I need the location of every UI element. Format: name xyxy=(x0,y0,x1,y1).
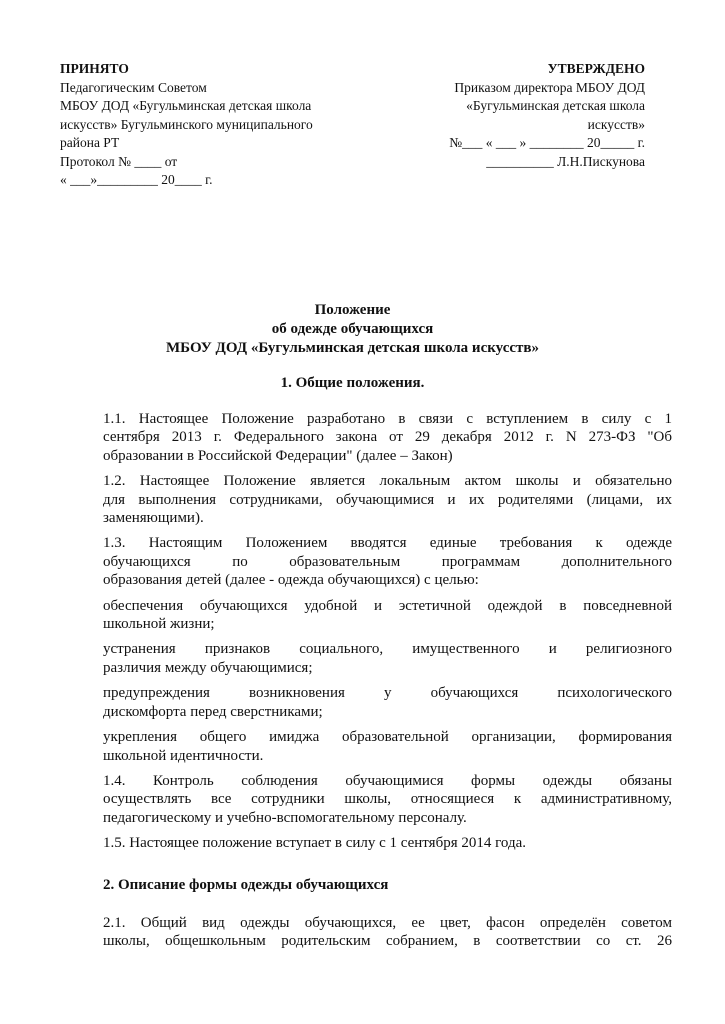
text-line: укрепления общего имиджа образовательной организации, формирования xyxy=(103,729,672,746)
goal-item xyxy=(103,640,672,677)
section-1-heading: 1. Общие положения. xyxy=(280,375,425,391)
text-line: 1.2. Настоящее Положение является локальным актом школы и обязательно xyxy=(103,473,672,490)
text-line: обеспечения обучающихся удобной и эстетичной одеждой в повседневной xyxy=(103,597,672,614)
accepted-line: Педагогическим Советом xyxy=(60,79,207,95)
title-line: Положение xyxy=(314,302,391,318)
accepted-line: МБОУ ДОД «Бугульминская детская школа xyxy=(60,98,312,113)
approved-title: УТВЕРЖДЕНО xyxy=(547,61,645,76)
document-title xyxy=(60,301,645,358)
section-1-body xyxy=(103,410,672,860)
approved-line: искусств» xyxy=(587,116,645,132)
text-line: школьной жизни; xyxy=(103,616,215,633)
text-line: образования детей (далее - одежда обучающихся) с целью: xyxy=(103,572,479,589)
goal-item xyxy=(103,684,672,721)
paragraph-1-2 xyxy=(103,472,672,527)
approved-line: «Бугульминская детская школа xyxy=(466,98,645,113)
accepted-line: « ___»_________ 20____ г. xyxy=(60,172,213,187)
title-line: МБОУ ДОД «Бугульминская детская школа искусств» xyxy=(165,340,539,356)
section-2-heading: 2. Описание формы одежды обучающихся xyxy=(103,877,389,893)
paragraph-1-1 xyxy=(103,410,672,465)
goal-item xyxy=(103,728,672,765)
text-line: для выполнения сотрудниками, обучающимися и их родителями (лицами, их xyxy=(103,491,672,508)
accepted-title: ПРИНЯТО xyxy=(60,61,129,76)
title-line: об одежде обучающихся xyxy=(271,321,434,337)
text-line: различия между обучающимися; xyxy=(103,659,313,676)
accepted-line: Протокол № ____ от xyxy=(60,153,178,169)
approved-line: Приказом директора МБОУ ДОД xyxy=(454,79,645,95)
text-line: школы, общешкольным родительским собранием, в соответствии со ст. 26 xyxy=(103,933,672,950)
accepted-line: искусств» Бугульминского муниципального xyxy=(60,116,313,132)
text-line: сентября 2013 г. Федерального закона от 29 декабря 2012 г. N 273-ФЗ "Об xyxy=(103,429,672,446)
text-line: устранения признаков социального, имущественного и религиозного xyxy=(103,641,672,658)
approved-line: __________ Л.Н.Пискунова xyxy=(486,153,645,169)
text-line: образовании в Российской Федерации" (далее – Закон) xyxy=(103,447,453,464)
text-line: предупреждения возникновения у обучающихся психологического xyxy=(103,685,672,702)
paragraph-1-5 xyxy=(103,834,672,852)
text-line: школьной идентичности. xyxy=(103,747,264,764)
text-line: осуществлять все сотрудники школы, относящиеся к административному, xyxy=(103,791,672,808)
text-line: педагогическому и учебно-вспомогательному персоналу. xyxy=(103,809,467,826)
text-line: 1.3. Настоящим Положением вводятся единые требования к одежде xyxy=(103,535,672,552)
paragraph-2-1 xyxy=(103,914,672,951)
accepted-block xyxy=(60,60,360,190)
text-line: 1.1. Настоящее Положение разработано в связи с вступлением в силу с 1 xyxy=(103,411,672,427)
accepted-line: района РТ xyxy=(60,135,120,150)
text-line: обучающихся по образовательным программам дополнительного xyxy=(103,553,672,570)
text-line: 1.4. Контроль соблюдения обучающимися формы одежды обязаны xyxy=(103,772,672,789)
text-line: 1.5. Настоящее положение вступает в силу с 1 сентября 2014 года. xyxy=(103,835,526,852)
approved-line: №___ « ___ » ________ 20_____ г. xyxy=(449,135,645,150)
approved-block xyxy=(365,60,645,171)
text-line: заменяющими). xyxy=(103,510,204,527)
paragraph-1-3 xyxy=(103,534,672,589)
goal-item xyxy=(103,597,672,634)
text-line: дискомфорта перед сверстниками; xyxy=(103,703,323,720)
text-line: 2.1. Общий вид одежды обучающихся, ее цвет, фасон определён советом xyxy=(103,915,672,931)
paragraph-1-4 xyxy=(103,772,672,827)
